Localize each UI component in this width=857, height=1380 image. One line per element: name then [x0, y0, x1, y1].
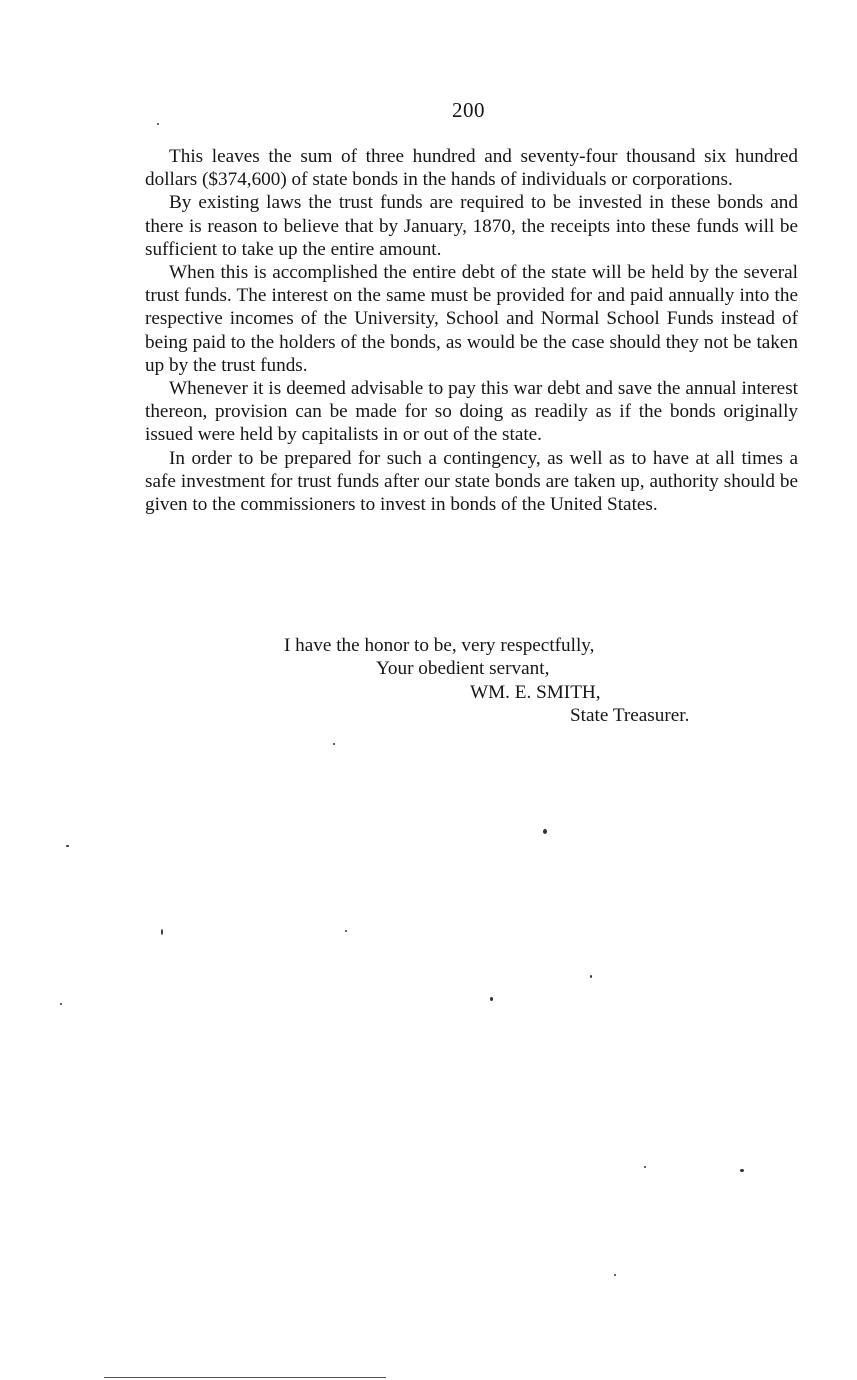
scan-speck [644, 1166, 646, 1168]
signature-name: WM. E. SMITH, [470, 682, 601, 703]
paragraph: In order to be prepared for such a contingency, as well as to have at all times a safe investment for trust funds after our state bonds are taken up, authority should be given to the commissioners to invest in bonds of the United States. [145, 447, 798, 516]
valediction: Your obedient servant, [376, 658, 550, 679]
scan-speck [614, 1274, 616, 1276]
page-number: 200 [452, 98, 485, 122]
scan-speck [157, 123, 159, 125]
paragraph: When this is accomplished the entire debt of the state will be held by the several trust funds. The interest on the same must be provided for and paid annually into the respective incomes of the University, School and Normal School Funds instead of being paid to the holders of the bonds, as would be the case should they not be taken up by the trust funds. [145, 262, 798, 376]
scan-speck [490, 997, 493, 1001]
scan-speck [60, 1003, 62, 1005]
paragraph: By existing laws the trust funds are required to be invested in these bonds and there is reason to believe that by January, 1870, the receipts into these funds will be sufficient to take up the entire amount. [145, 192, 798, 260]
paragraph: This leaves the sum of three hundred and seventy-four thousand six hundred dollars ($374,600) of state bonds in the hands of individuals or corporations. [145, 146, 798, 191]
paragraph: Whenever it is deemed advisable to pay this war debt and save the annual interest thereon, provision can be made for so doing as readily as if the bonds originally issued were held by capitalists in or out of the state. [145, 378, 798, 446]
scan-speck [66, 845, 69, 847]
bottom-rule [104, 1377, 386, 1378]
scan-speck [333, 743, 335, 745]
body-text [145, 145, 798, 516]
signature-title: State Treasurer. [570, 705, 690, 726]
scan-speck [345, 930, 347, 932]
scan-speck [543, 829, 547, 834]
scan-speck [590, 975, 592, 978]
scan-speck [161, 929, 163, 935]
closing-line: I have the honor to be, very respectfully, [284, 635, 595, 656]
scan-speck [740, 1169, 744, 1172]
